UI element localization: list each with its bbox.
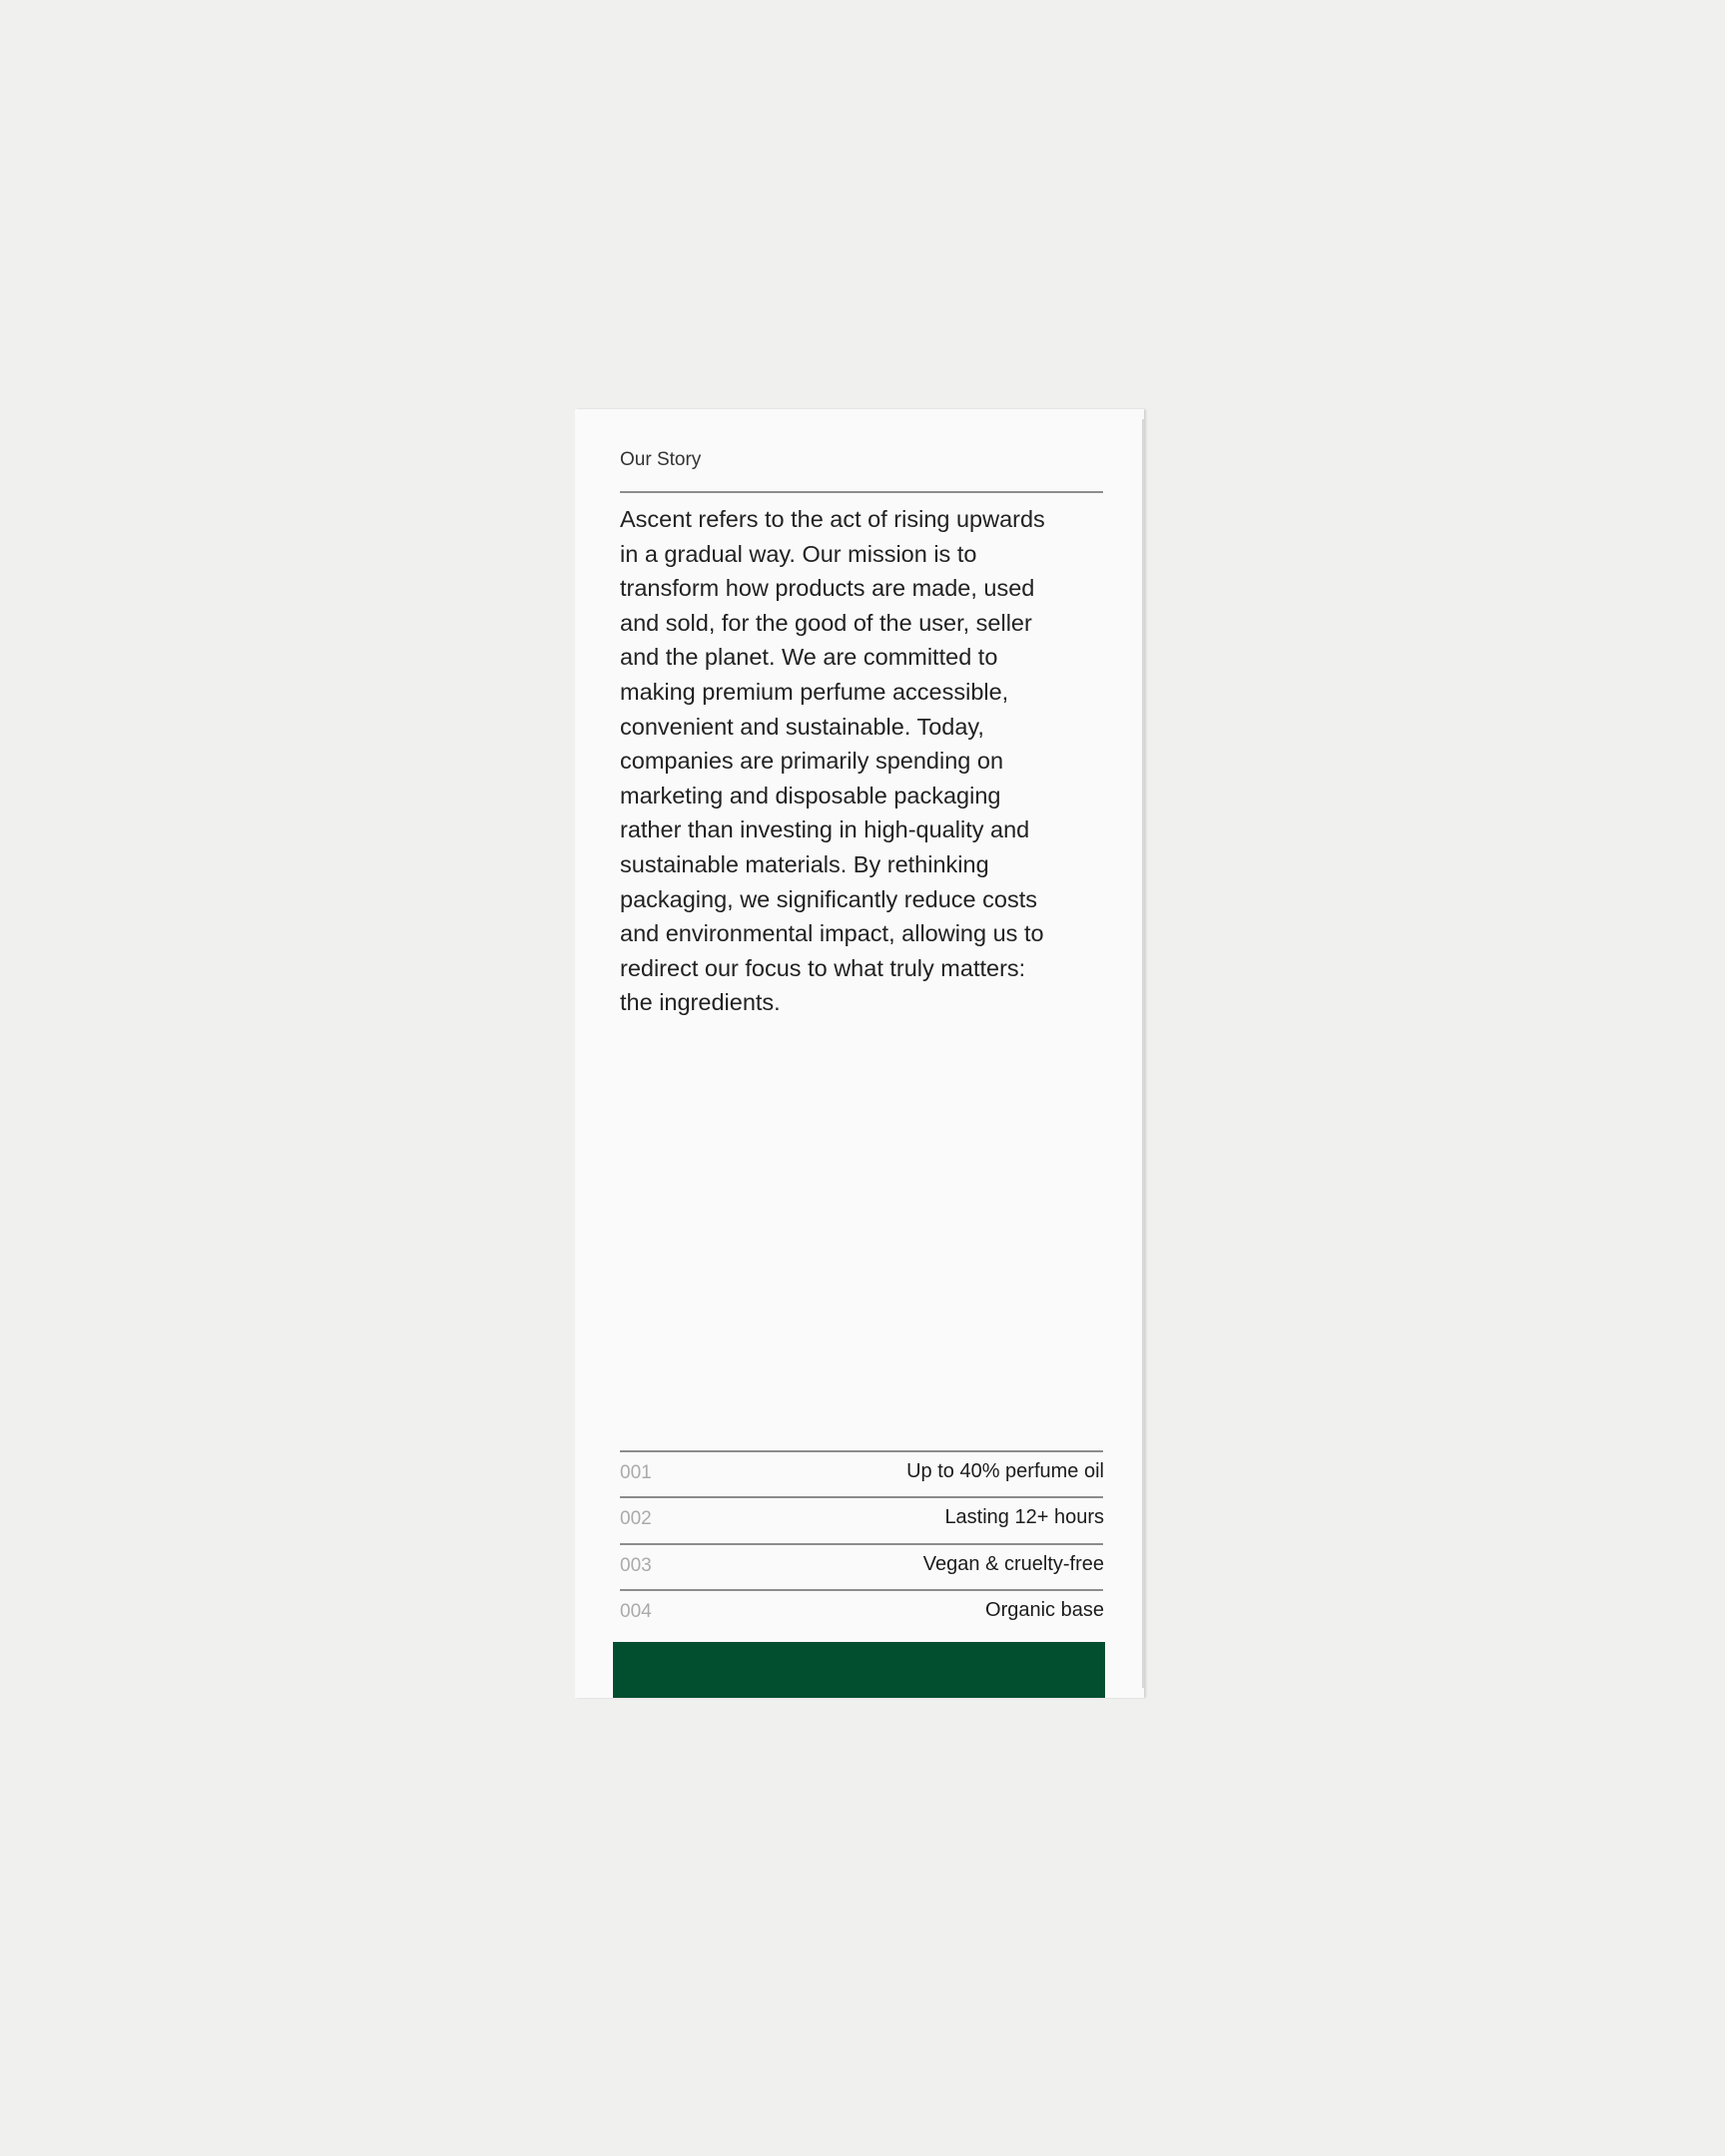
story-line: redirect our focus to what truly matters:: [620, 954, 1026, 981]
story-line: and the planet. We are committed to: [620, 644, 998, 671]
feature-label: Lasting 12+ hours: [944, 1506, 1104, 1529]
story-line: in a gradual way. Our mission is to: [620, 540, 977, 567]
story-line: and environmental impact, allowing us to: [620, 920, 1044, 947]
story-line: Ascent refers to the act of rising upwards: [620, 506, 1045, 532]
feature-number: 003: [620, 1554, 652, 1576]
story-line: transform how products are made, used: [620, 575, 1035, 602]
story-line: rather than investing in high-quality and: [620, 816, 1030, 843]
feature-row: [620, 1452, 1104, 1498]
story-line: companies are primarily spending on: [620, 748, 1004, 775]
story-line: convenient and sustainable. Today,: [620, 713, 984, 740]
feature-label: Up to 40% perfume oil: [906, 1460, 1104, 1482]
brand-color-bar: [613, 1642, 1105, 1698]
feature-number: 002: [620, 1508, 652, 1530]
story-text: [620, 502, 1119, 1020]
feature-row: [620, 1545, 1104, 1591]
feature-row: [620, 1498, 1104, 1544]
story-line: making premium perfume accessible,: [620, 678, 1009, 705]
feature-number: 001: [620, 1462, 652, 1483]
title-divider: [620, 491, 1103, 493]
feature-row: [620, 1591, 1104, 1637]
feature-label: Organic base: [985, 1598, 1104, 1621]
story-line: packaging, we significantly reduce costs: [620, 885, 1037, 912]
story-line: sustainable materials. By rethinking: [620, 850, 989, 877]
feature-label: Vegan & cruelty-free: [922, 1552, 1104, 1575]
feature-number: 004: [620, 1600, 652, 1622]
story-line: the ingredients.: [620, 989, 781, 1016]
story-card: [575, 409, 1144, 1698]
section-title: Our Story: [620, 449, 702, 470]
story-line: marketing and disposable packaging: [620, 782, 1001, 808]
story-line: and sold, for the good of the user, seller: [620, 609, 1032, 636]
